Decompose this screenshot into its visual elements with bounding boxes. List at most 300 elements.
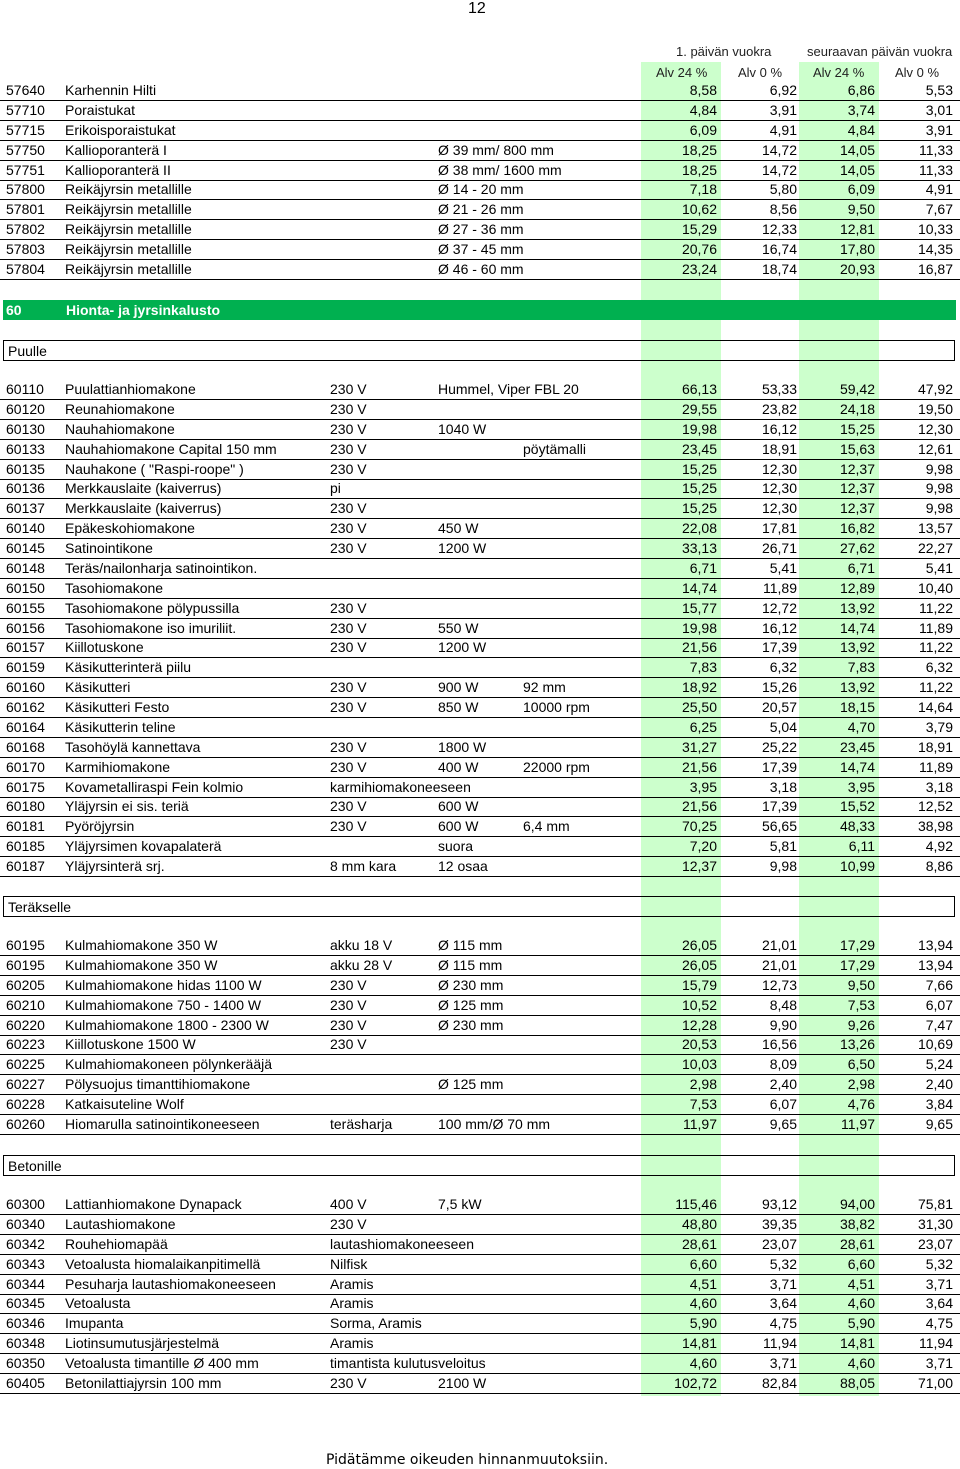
price-next-alv0: 75,81	[917, 1196, 953, 1212]
price-first-alv24: 15,77	[681, 599, 717, 616]
table-row	[0, 1353, 960, 1374]
item-name: Pölysuojus timanttihiomakone	[65, 1076, 251, 1093]
item-detail: Ø 14 - 20 mm	[438, 181, 524, 198]
group-title: Hionta- ja jyrsinkalusto	[66, 302, 221, 318]
price-next-alv0: 4,75	[925, 1315, 953, 1332]
item-detail: 2100 W	[438, 1374, 487, 1391]
item-name: Kulmahiomakone hidas 1100 W	[65, 976, 262, 993]
price-next-alv0: 22,27	[917, 540, 953, 557]
price-first-alv0: 5,04	[769, 718, 797, 735]
item-name: Nauhahiomakone	[65, 420, 175, 437]
item-detail: 600 W	[438, 818, 479, 835]
price-first-alv0: 5,80	[769, 181, 797, 198]
table-row	[0, 955, 960, 976]
price-first-alv0: 3,71	[769, 1275, 797, 1292]
price-next-alv0: 3,84	[925, 1096, 953, 1113]
item-name: Puulattianhiomakone	[65, 381, 196, 397]
price-next-alv24: 59,42	[839, 381, 875, 397]
price-next-alv24: 48,33	[839, 818, 875, 835]
price-next-alv0: 23,07	[917, 1235, 953, 1252]
table-row	[0, 478, 960, 499]
table-row	[0, 737, 960, 758]
item-code: 57715	[6, 121, 45, 138]
item-spec: 230 V	[330, 540, 367, 557]
price-next-alv0: 47,92	[917, 381, 953, 397]
price-first-alv0: 12,73	[761, 976, 797, 993]
price-first-alv0: 16,12	[761, 420, 797, 437]
item-code: 60110	[6, 381, 44, 397]
price-first-alv24: 12,37	[681, 858, 717, 875]
price-first-alv24: 6,09	[689, 121, 717, 138]
item-spec: 230 V	[330, 381, 367, 397]
price-next-alv24: 6,11	[848, 838, 875, 855]
table-row	[0, 757, 960, 778]
item-code: 57804	[6, 260, 45, 277]
price-first-alv24: 6,60	[689, 1255, 717, 1272]
section-title: Teräkselle	[3, 896, 955, 917]
price-first-alv0: 3,71	[769, 1355, 797, 1372]
table-row	[0, 259, 960, 280]
item-extra: 22000 rpm	[523, 758, 590, 775]
item-code: 60170	[6, 758, 45, 775]
item-name: Erikoisporaistukat	[65, 121, 176, 138]
price-first-alv0: 3,64	[769, 1295, 797, 1312]
price-next-alv24: 4,70	[847, 718, 875, 735]
item-spec: 230 V	[330, 420, 367, 437]
price-next-alv24: 13,92	[839, 599, 875, 616]
price-first-alv0: 20,57	[761, 699, 797, 716]
price-next-alv24: 24,18	[839, 400, 875, 417]
item-spec: 8 mm kara	[330, 858, 397, 875]
table-row	[0, 1094, 960, 1115]
header-col-next-alv0: Alv 0 %	[895, 65, 940, 80]
price-next-alv24: 5,90	[847, 1315, 875, 1332]
price-next-alv0: 9,65	[925, 1115, 953, 1132]
item-name: Reikäjyrsin metallille	[65, 201, 192, 218]
table-row	[0, 796, 960, 817]
price-first-alv24: 2,98	[689, 1076, 717, 1093]
price-next-alv0: 14,64	[917, 699, 953, 716]
item-detail: 1040 W	[438, 420, 487, 437]
table-row	[0, 219, 960, 240]
price-first-alv24: 23,24	[681, 260, 717, 277]
item-name: Lattianhiomakone Dynapack	[65, 1196, 242, 1212]
table-row	[0, 1293, 960, 1314]
table-row	[0, 498, 960, 519]
table-row	[0, 975, 960, 996]
item-code: 57800	[6, 181, 45, 198]
price-first-alv24: 21,56	[681, 639, 717, 656]
price-first-alv24: 26,05	[681, 937, 717, 953]
item-spec: 230 V	[330, 1215, 367, 1232]
price-next-alv0: 11,22	[919, 599, 953, 616]
item-code: 57803	[6, 241, 45, 258]
item-code: 60133	[6, 440, 45, 457]
price-next-alv24: 6,09	[847, 181, 875, 198]
item-code: 60155	[6, 599, 45, 616]
price-next-alv24: 6,71	[847, 559, 875, 576]
item-spec: 230 V	[330, 520, 367, 537]
price-first-alv0: 56,65	[761, 818, 797, 835]
item-name: Yläjyrsimen kovapalaterä	[65, 838, 222, 855]
price-next-alv24: 12,89	[839, 579, 875, 596]
price-first-alv24: 7,18	[689, 181, 717, 198]
price-next-alv24: 27,62	[839, 540, 875, 557]
price-next-alv24: 4,76	[847, 1096, 875, 1113]
price-next-alv24: 9,50	[847, 201, 875, 218]
table-row	[0, 199, 960, 220]
price-first-alv0: 4,91	[769, 121, 797, 138]
item-code: 60260	[6, 1115, 45, 1132]
item-code: 60350	[6, 1355, 45, 1372]
item-name: Kulmahiomakone 350 W	[65, 937, 218, 953]
price-next-alv0: 3,01	[925, 101, 953, 118]
item-name: Teräs/nailonharja satinointikon.	[65, 559, 258, 576]
price-next-alv24: 14,05	[839, 161, 875, 178]
price-first-alv24: 21,56	[681, 758, 717, 775]
item-detail: 100 mm/Ø 70 mm	[438, 1115, 551, 1132]
table-row	[0, 1254, 960, 1275]
price-first-alv0: 6,32	[769, 659, 797, 676]
price-first-alv24: 15,25	[681, 500, 717, 517]
item-name: Kulmahiomakoneen pölynkerääjä	[65, 1056, 273, 1073]
price-next-alv24: 23,45	[839, 738, 875, 755]
price-next-alv0: 13,94	[917, 937, 953, 953]
item-code: 57710	[6, 101, 45, 118]
price-first-alv24: 19,98	[681, 420, 717, 437]
price-first-alv0: 12,72	[761, 599, 797, 616]
item-name: Epäkeskohiomakone	[65, 520, 195, 537]
item-name: Käsikutterinterä piilu	[65, 659, 192, 676]
item-name: Karmihiomakone	[65, 758, 171, 775]
price-first-alv24: 102,72	[674, 1374, 717, 1391]
table-row	[0, 677, 960, 698]
price-first-alv0: 3,91	[769, 101, 797, 118]
table-row	[0, 140, 960, 161]
price-first-alv0: 17,39	[761, 798, 797, 815]
item-detail: Hummel, Viper FBL 20	[438, 381, 579, 397]
item-name: Käsikutteri Festo	[65, 699, 170, 716]
item-spec: Aramis	[330, 1295, 374, 1312]
price-first-alv0: 5,81	[769, 838, 797, 855]
item-code: 60342	[6, 1235, 45, 1252]
price-next-alv24: 18,15	[839, 699, 875, 716]
section-title: Betonille	[3, 1155, 955, 1176]
item-spec: 230 V	[330, 699, 367, 716]
table-row	[0, 1194, 960, 1215]
item-spec: Aramis	[330, 1275, 374, 1292]
item-name: Katkaisuteline Wolf	[65, 1096, 184, 1113]
price-first-alv0: 14,72	[761, 141, 797, 158]
price-first-alv24: 26,05	[681, 956, 717, 973]
price-first-alv24: 66,13	[681, 381, 717, 397]
item-detail: Ø 230 mm	[438, 976, 504, 993]
price-first-alv24: 20,53	[681, 1036, 717, 1053]
item-spec: 230 V	[330, 639, 367, 656]
table-row	[0, 1214, 960, 1235]
price-first-alv0: 6,92	[769, 82, 797, 98]
item-name: Tasohiomakone pölypussilla	[65, 599, 240, 616]
item-name: Nauhahiomakone Capital 150 mm	[65, 440, 277, 457]
item-code: 60140	[6, 520, 45, 537]
item-name: Satinointikone	[65, 540, 153, 557]
price-next-alv0: 13,94	[917, 956, 953, 973]
price-first-alv24: 28,61	[681, 1235, 717, 1252]
price-first-alv0: 21,01	[761, 937, 797, 953]
price-next-alv24: 14,05	[839, 141, 875, 158]
price-next-alv0: 3,91	[925, 121, 953, 138]
table-row	[0, 1313, 960, 1334]
price-first-alv24: 6,71	[689, 559, 717, 576]
price-next-alv24: 94,00	[839, 1196, 875, 1212]
item-code: 60227	[6, 1076, 45, 1093]
page-number: 12	[468, 0, 486, 17]
price-next-alv0: 7,67	[925, 201, 953, 218]
item-spec: lautashiomakoneeseen	[330, 1235, 474, 1252]
price-first-alv24: 10,62	[681, 201, 717, 218]
table-row	[0, 637, 960, 658]
item-spec: 230 V	[330, 1374, 367, 1391]
item-code: 60164	[6, 718, 45, 735]
price-first-alv0: 9,98	[769, 858, 797, 875]
item-detail: 850 W	[438, 699, 479, 716]
header-next-day: seuraavan päivän vuokra	[807, 44, 953, 59]
price-first-alv0: 23,82	[761, 400, 797, 417]
price-first-alv0: 17,39	[761, 758, 797, 775]
item-detail: Ø 125 mm	[438, 996, 504, 1013]
item-code: 60185	[6, 838, 45, 855]
price-next-alv24: 12,37	[839, 460, 875, 477]
item-detail: Ø 21 - 26 mm	[438, 201, 524, 218]
item-code: 60130	[6, 420, 45, 437]
price-next-alv24: 4,60	[847, 1355, 875, 1372]
price-next-alv0: 5,32	[925, 1255, 953, 1272]
price-next-alv24: 17,29	[839, 937, 875, 953]
price-first-alv24: 18,92	[681, 679, 717, 696]
price-first-alv0: 18,74	[761, 260, 797, 277]
price-first-alv24: 22,08	[681, 520, 717, 537]
table-row	[0, 1015, 960, 1036]
item-name: Kiillotuskone 1500 W	[65, 1036, 196, 1053]
price-first-alv24: 7,20	[689, 838, 717, 855]
header-col-first-alv24: Alv 24 %	[656, 65, 708, 80]
price-next-alv24: 88,05	[839, 1374, 875, 1391]
item-name: Reikäjyrsin metallille	[65, 260, 192, 277]
item-spec: 230 V	[330, 1036, 367, 1053]
item-spec: 230 V	[330, 679, 367, 696]
price-first-alv0: 93,12	[761, 1196, 797, 1212]
price-next-alv0: 6,07	[925, 996, 953, 1013]
price-next-alv24: 4,60	[847, 1295, 875, 1312]
item-code: 60160	[6, 679, 45, 696]
price-first-alv0: 9,90	[769, 1016, 797, 1033]
table-row	[0, 995, 960, 1016]
price-first-alv0: 5,41	[769, 559, 797, 576]
item-name: Reikäjyrsin metallille	[65, 181, 192, 198]
item-code: 60136	[6, 480, 45, 497]
table-row	[0, 399, 960, 420]
price-first-alv24: 11,97	[683, 1115, 717, 1132]
item-code: 60195	[6, 937, 45, 953]
price-first-alv24: 18,25	[681, 141, 717, 158]
table-row	[0, 935, 960, 956]
price-first-alv0: 11,94	[763, 1335, 797, 1352]
price-next-alv0: 5,53	[925, 82, 953, 98]
table-row	[0, 697, 960, 718]
item-spec: timantista kulutusveloitus	[330, 1355, 486, 1372]
price-next-alv24: 12,37	[839, 500, 875, 517]
item-name: Reikäjyrsin metallille	[65, 241, 192, 258]
price-next-alv24: 14,74	[839, 758, 875, 775]
price-next-alv0: 12,61	[917, 440, 953, 457]
item-name: Vetoalusta timantille Ø 400 mm	[65, 1355, 259, 1372]
price-next-alv0: 3,79	[925, 718, 953, 735]
item-code: 60195	[6, 956, 45, 973]
price-next-alv24: 16,82	[839, 520, 875, 537]
price-first-alv24: 8,58	[689, 82, 717, 98]
item-code: 60120	[6, 400, 45, 417]
table-row	[0, 80, 960, 101]
price-first-alv0: 15,26	[761, 679, 797, 696]
item-detail: Ø 46 - 60 mm	[438, 260, 524, 277]
table-row	[0, 120, 960, 141]
item-spec: teräsharja	[330, 1115, 393, 1132]
item-extra: 10000 rpm	[523, 699, 590, 716]
price-first-alv24: 15,29	[681, 221, 717, 238]
price-next-alv0: 11,89	[919, 619, 953, 636]
item-name: Merkkauslaite (kaiverrus)	[65, 480, 222, 497]
price-next-alv24: 15,25	[839, 420, 875, 437]
price-first-alv0: 11,89	[763, 579, 797, 596]
price-next-alv0: 10,33	[917, 221, 953, 238]
item-code: 60137	[6, 500, 45, 517]
price-next-alv24: 4,51	[847, 1275, 875, 1292]
table-row	[0, 179, 960, 200]
table-row	[0, 239, 960, 260]
item-detail: Ø 39 mm/ 800 mm	[438, 141, 554, 158]
price-first-alv24: 4,60	[689, 1355, 717, 1372]
item-code: 60348	[6, 1335, 45, 1352]
table-row	[0, 160, 960, 181]
price-first-alv0: 26,71	[761, 540, 797, 557]
price-first-alv24: 4,60	[689, 1295, 717, 1312]
table-row	[0, 1234, 960, 1255]
price-first-alv24: 15,25	[681, 480, 717, 497]
item-detail: Ø 37 - 45 mm	[438, 241, 524, 258]
item-extra: 92 mm	[523, 679, 566, 696]
price-first-alv0: 23,07	[761, 1235, 797, 1252]
item-name: Kulmahiomakone 750 - 1400 W	[65, 996, 262, 1013]
price-first-alv0: 16,74	[761, 241, 797, 258]
item-spec: 230 V	[330, 460, 367, 477]
item-detail: 12 osaa	[438, 858, 488, 875]
price-next-alv24: 12,37	[839, 480, 875, 497]
price-first-alv0: 14,72	[761, 161, 797, 178]
item-spec: 230 V	[330, 619, 367, 636]
price-first-alv0: 17,81	[761, 520, 797, 537]
price-first-alv24: 19,98	[681, 619, 717, 636]
price-next-alv0: 14,35	[917, 241, 953, 258]
item-code: 60148	[6, 559, 45, 576]
price-first-alv0: 21,01	[761, 956, 797, 973]
item-extra: 6,4 mm	[523, 818, 570, 835]
price-next-alv0: 9,98	[925, 500, 953, 517]
price-first-alv0: 12,30	[761, 500, 797, 517]
item-code: 57640	[6, 82, 45, 98]
price-next-alv0: 9,98	[925, 480, 953, 497]
item-spec: 230 V	[330, 1016, 367, 1033]
header-col-first-alv0: Alv 0 %	[738, 65, 783, 80]
price-first-alv24: 18,25	[681, 161, 717, 178]
price-first-alv24: 15,25	[681, 460, 717, 477]
table-row	[0, 1274, 960, 1295]
price-next-alv24: 6,50	[847, 1056, 875, 1073]
item-name: Pesuharja lautashiomakoneeseen	[65, 1275, 276, 1292]
item-code: 60150	[6, 579, 45, 596]
price-next-alv24: 4,84	[847, 121, 875, 138]
table-row	[0, 459, 960, 480]
price-next-alv0: 3,71	[925, 1355, 953, 1372]
price-next-alv0: 5,41	[925, 559, 953, 576]
item-name: Pyöröjyrsin	[65, 818, 135, 835]
item-spec: 230 V	[330, 976, 367, 993]
group-code: 60	[6, 302, 22, 318]
item-detail: 900 W	[438, 679, 479, 696]
price-next-alv0: 38,98	[917, 818, 953, 835]
item-code: 60343	[6, 1255, 45, 1272]
item-code: 57802	[6, 221, 45, 238]
price-next-alv0: 16,87	[917, 260, 953, 277]
price-next-alv24: 12,81	[839, 221, 875, 238]
price-first-alv0: 12,33	[761, 221, 797, 238]
price-next-alv24: 7,53	[847, 996, 875, 1013]
item-name: Kovametalliraspi Fein kolmio	[65, 778, 244, 795]
price-next-alv24: 3,95	[847, 778, 875, 795]
item-code: 60345	[6, 1295, 45, 1312]
price-next-alv0: 11,22	[919, 639, 953, 656]
price-first-alv0: 8,09	[769, 1056, 797, 1073]
price-first-alv24: 31,27	[681, 738, 717, 755]
item-spec: pi	[330, 480, 341, 497]
table-row	[0, 439, 960, 460]
item-name: Tasohiomakone	[65, 579, 164, 596]
item-code: 60168	[6, 738, 45, 755]
price-next-alv24: 15,63	[839, 440, 875, 457]
price-next-alv24: 3,74	[847, 101, 875, 118]
item-detail: 400 W	[438, 758, 479, 775]
item-code: 60340	[6, 1215, 45, 1232]
item-name: Käsikutterin teline	[65, 718, 176, 735]
price-next-alv24: 14,81	[839, 1335, 875, 1352]
price-next-alv0: 11,94	[919, 1335, 953, 1352]
price-next-alv0: 7,47	[925, 1016, 953, 1033]
price-next-alv0: 5,24	[925, 1056, 953, 1073]
price-next-alv24: 13,92	[839, 679, 875, 696]
table-row	[0, 419, 960, 440]
item-code: 60405	[6, 1374, 45, 1391]
item-spec: 230 V	[330, 818, 367, 835]
item-code: 60344	[6, 1275, 45, 1292]
table-row	[0, 856, 960, 877]
price-next-alv0: 18,91	[917, 738, 953, 755]
item-name: Reikäjyrsin metallille	[65, 221, 192, 238]
price-next-alv24: 17,29	[839, 956, 875, 973]
price-first-alv24: 10,03	[681, 1056, 717, 1073]
item-code: 60210	[6, 996, 45, 1013]
price-first-alv24: 4,51	[689, 1275, 717, 1292]
price-next-alv0: 12,30	[917, 420, 953, 437]
item-code: 60300	[6, 1196, 45, 1212]
